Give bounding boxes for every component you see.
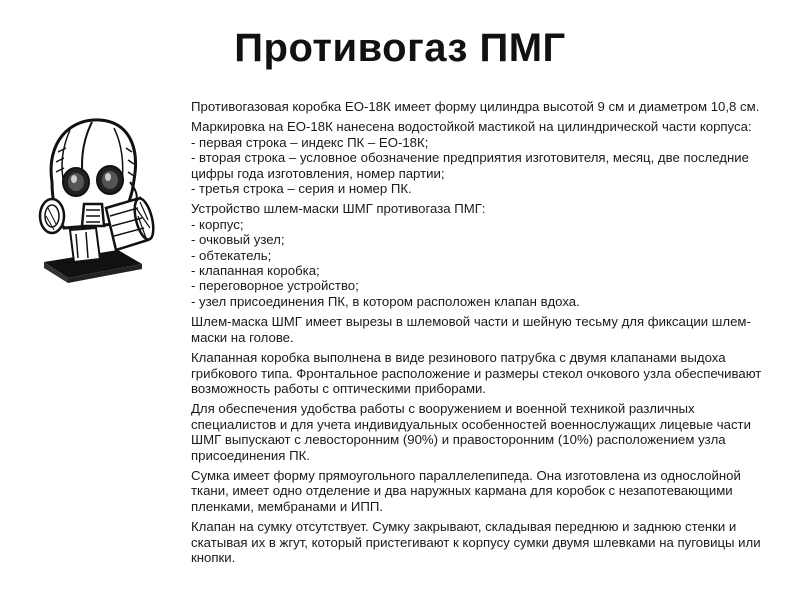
paragraph-valve-box xyxy=(163,350,775,396)
gas-mask-illustration xyxy=(30,112,156,284)
paragraph-text: Клапан на сумку отсутствует. Сумку закрывают, складывая переднюю и заднюю стенки и скатывая их в жгут, который пристегивают к корпусу сумки двумя шлевками на пуговицы или кнопки. xyxy=(191,519,761,565)
list-item: - очковый узел; xyxy=(191,232,285,248)
paragraph-text: Противогазовая коробка ЕО-18К имеет форму цилиндра высотой 9 см и диаметром 10,8 см. xyxy=(191,99,760,114)
list-item: - клапанная коробка; xyxy=(191,263,320,279)
paragraph-bag-closing xyxy=(163,519,775,565)
paragraph-text: Клапанная коробка выполнена в виде резинового патрубка с двумя клапанами выдоха грибкового типа. Фронтальное расположение и размеры стекол очкового узла обеспечивают возможность работы с оптическими приборами. xyxy=(191,350,762,396)
paragraph-canister-size xyxy=(163,99,775,114)
paragraph-text: Маркировка на ЕО-18К нанесена водостойкой мастикой на цилиндрической части корпуса: xyxy=(191,119,752,135)
paragraph-text: Для обеспечения удобства работы с вооружением и военной техникой различных специалистов и для учета индивидуальных особенностей военнослужащих лицевые части ШМГ выпускают с левосторонним (90%) и правосторонним (10%) расположением узла присоединения ПК. xyxy=(191,401,751,463)
list-item: - узел присоединения ПК, в котором расположен клапан вдоха. xyxy=(191,293,580,309)
paragraph-bag-shape xyxy=(163,468,775,514)
list-item: - корпус; xyxy=(191,216,244,232)
list-item: - обтекатель; xyxy=(191,247,272,263)
list-item: - вторая строка – условное обозначение предприятия изготовителя, месяц, две последние цифры года изготовления, номер партии; xyxy=(191,150,749,181)
paragraph-mask-structure xyxy=(163,201,775,309)
paragraph-side-versions xyxy=(163,401,775,463)
paragraph-mask-cutouts xyxy=(163,314,775,345)
slide-body xyxy=(163,99,775,570)
list-item: - первая строка – индекс ПК – ЕО-18К; xyxy=(191,134,429,150)
slide-title: Противогаз ПМГ xyxy=(234,26,566,70)
list-item: - третья строка – серия и номер ПК. xyxy=(191,181,412,197)
paragraph-text: Сумка имеет форму прямоугольного параллелепипеда. Она изготовлена из однослойной ткани, имеет одно отделение и два наружных кармана для коробок с незапотевающими пленками, мембранами и ИПП. xyxy=(191,467,741,514)
paragraph-marking xyxy=(163,119,775,196)
list-item: - переговорное устройство; xyxy=(191,278,359,294)
paragraph-text: Устройство шлем-маски ШМГ противогаза ПМГ: xyxy=(191,201,486,217)
paragraph-text: Шлем-маска ШМГ имеет вырезы в шлемовой части и шейную тесьму для фиксации шлем-маски на голове. xyxy=(191,314,751,345)
